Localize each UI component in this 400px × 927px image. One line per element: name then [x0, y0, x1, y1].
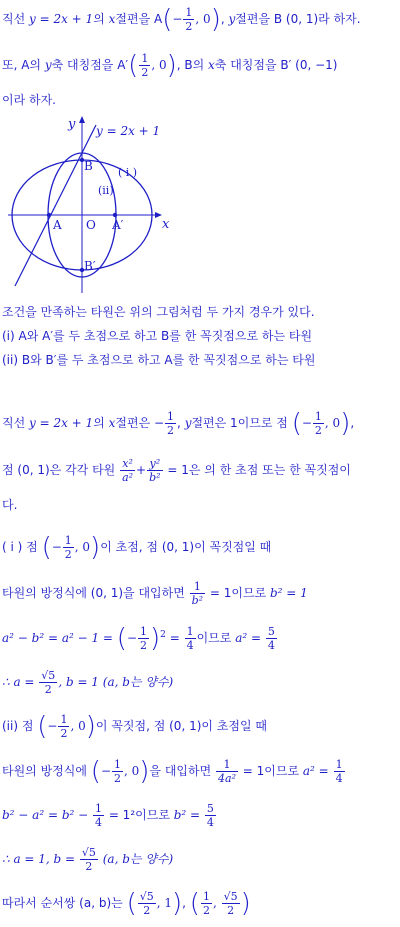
fraction: $\frac{1}{2}$: [141, 52, 149, 79]
text-line-6: (ii) B와 B′를 두 초점으로 하고 A를 한 꼭짓점으로 하는 타원: [2, 353, 316, 367]
text-line-5: (i) A와 A′를 두 초점으로 하고 B를 한 꼭짓점으로 하는 타원: [2, 329, 313, 343]
fraction: $\frac{\text{x²}}{\text{a²}}$: [122, 457, 134, 484]
text-line-3: 이라 하자.: [2, 93, 56, 107]
line-label: y = 2x + 1: [96, 124, 161, 138]
text-line-17: ∴ a = 1, b = $\frac{√5}{2}$ (a, b는 양수): [2, 846, 174, 873]
point-A-prime: [113, 213, 117, 217]
text-line-7: 직선 y = 2x + 1의 x절편은 − $\frac{1}{2}$ , y절편은 1이므로 점 (− $\frac{1}{2}$ , 0),: [2, 408, 355, 439]
text-line-4: 조건을 만족하는 타원은 위의 그림처럼 두 가지 경우가 있다.: [2, 305, 315, 319]
fraction: $\frac{√5}{2}$: [139, 890, 154, 917]
x-axis-arrow: [155, 212, 162, 218]
fraction: $\frac{1}{\text{4a²}}$: [218, 758, 236, 785]
text-line-12: a² − b² = a² − 1 = (− $\frac{1}{2}$ )$^2$ = $\frac{1}{4}$ 이므로 a² = $\frac{5}{4}$: [2, 623, 275, 654]
fraction: $\frac{5}{4}$: [206, 802, 214, 829]
fraction: $\frac{√5}{2}$: [41, 669, 56, 696]
point-A: [47, 213, 51, 217]
label-O: O: [86, 218, 96, 232]
text-line-8: 점 (0, 1)은 각각 타원 $\frac{\text{x²}}{\text{a²}}$ + $\frac{\text{y²}}{\text{b²}}$ = 1은 의 한 초점 또는 한 꼭짓점이: [2, 457, 351, 484]
fraction: $\frac{\text{y²}}{\text{b²}}$: [149, 457, 161, 484]
text-line-13: ∴ a = $\frac{√5}{2}$ , b = 1 (a, b는 양수): [2, 669, 174, 696]
text-line-15: 타원의 방정식에 (− $\frac{1}{2}$ , 0)을 대입하면 $\frac{1}{\text{4a²}}$ = 1이므로 a² = $\frac{1}{4}$: [2, 756, 343, 787]
text-line-10: ( i ) 점 (− $\frac{1}{2}$ , 0)이 초점, 점 (0, 1)이 꼭짓점일 때: [2, 532, 272, 563]
fraction: $\frac{5}{4}$: [267, 625, 275, 652]
fraction: $\frac{1}{4}$: [95, 802, 102, 829]
label-A-prime: A′: [112, 218, 124, 232]
text-line-16: b² − a² = b² − $\frac{1}{4}$ = 1²이므로 b² = $\frac{5}{4}$: [2, 802, 214, 829]
ellipse-figure: [0, 108, 200, 298]
fraction: $\frac{1}{4}$: [186, 625, 194, 652]
fraction: $\frac{1}{2}$: [140, 625, 148, 652]
fraction: $\frac{√5}{2}$: [223, 890, 238, 917]
text-line-18: 따라서 순서쌍 (a, b)는 ( $\frac{√5}{2}$ , 1), ( $\frac{1}{2}$ , $\frac{√5}{2}$ ): [2, 888, 251, 919]
label-B-prime: B′: [84, 259, 96, 273]
fraction: $\frac{1}{4}$: [335, 758, 343, 785]
fraction: $\frac{1}{2}$: [314, 410, 322, 437]
label-i: ( i ): [118, 166, 138, 179]
label-ii: (ii): [98, 184, 114, 197]
text-line-11: 타원의 방정식에 (0, 1)을 대입하면 $\frac{1}{\text{b²}}$ = 1이므로 b² = 1: [2, 580, 308, 607]
label-B: B: [84, 159, 93, 173]
text-line-1: 직선 y = 2x + 1의 x절편을 A(− $\frac{1}{2}$ , 0), y절편을 B (0, 1)라 하자.: [2, 4, 361, 35]
fraction: $\frac{1}{\text{b²}}$: [191, 580, 204, 607]
text-line-14: (ii) 점 (− $\frac{1}{2}$ , 0)이 꼭짓점, 점 (0, 1)이 초점일 때: [2, 711, 267, 742]
fraction: $\frac{√5}{2}$: [81, 846, 96, 873]
text-line-2: 또, A의 y축 대칭점을 A′( $\frac{1}{2}$ , 0), B의 x축 대칭점을 B′ (0, −1): [2, 50, 338, 81]
fraction: $\frac{1}{2}$: [167, 410, 175, 437]
fraction: $\frac{1}{2}$: [185, 6, 193, 33]
fraction: $\frac{1}{2}$: [202, 890, 210, 917]
label-A: A: [53, 218, 62, 232]
x-axis-label: x: [162, 217, 170, 232]
y-axis-arrow: [79, 116, 85, 123]
fraction: $\frac{1}{2}$: [60, 713, 68, 740]
y-axis-label: y: [68, 117, 76, 132]
fraction: $\frac{1}{2}$: [114, 758, 121, 785]
text-line-9: 다.: [2, 498, 18, 512]
fraction: $\frac{1}{2}$: [64, 534, 72, 561]
